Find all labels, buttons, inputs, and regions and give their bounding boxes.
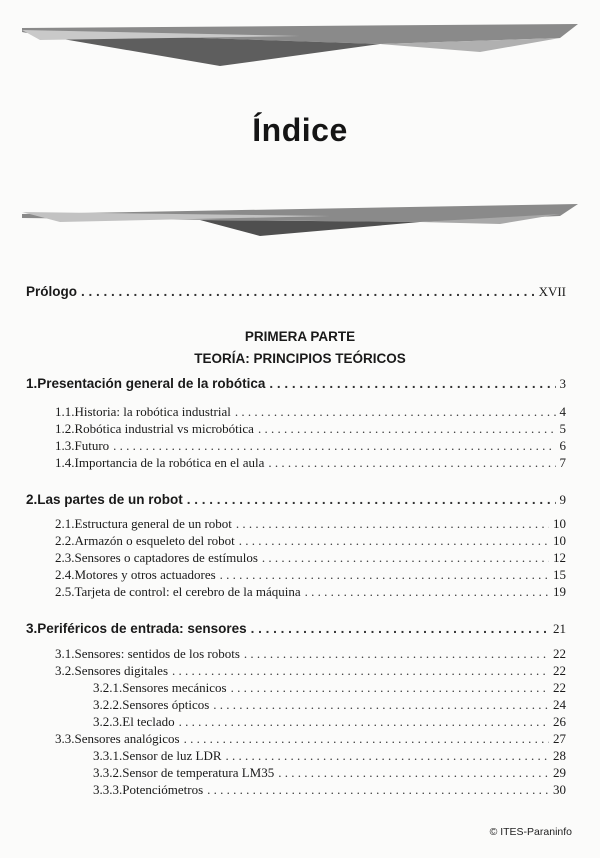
dot-leader	[258, 421, 556, 437]
dot-leader	[226, 748, 549, 764]
page-title: Índice	[252, 112, 348, 148]
section-number: 3.3.	[55, 731, 75, 746]
toc-section[interactable]	[55, 731, 566, 747]
section-page: 10	[553, 533, 566, 548]
dot-leader	[213, 697, 549, 713]
section-number: 3.3.2.	[93, 765, 123, 780]
header-decorative-band	[0, 22, 600, 70]
section-number: 2.1.	[55, 516, 75, 531]
dot-leader	[207, 782, 549, 798]
dot-leader	[268, 455, 555, 471]
dot-leader	[81, 284, 535, 299]
chapter-page: 9	[559, 492, 566, 507]
section-number: 3.3.1.	[93, 748, 123, 763]
toc-section[interactable]	[55, 455, 566, 471]
section-page: 15	[553, 567, 566, 582]
section-title: Historia: la robótica industrial	[74, 404, 231, 419]
section-number: 2.4.	[55, 567, 75, 582]
section-title: Sensor de luz LDR	[122, 748, 222, 763]
section-page: 26	[553, 714, 566, 729]
section-title: Tarjeta de control: el cerebro de la máquina	[74, 584, 301, 599]
dot-leader	[172, 663, 549, 679]
prologue-label: Prólogo	[26, 284, 77, 299]
toc-section[interactable]	[93, 697, 566, 713]
dot-leader	[220, 567, 549, 583]
section-title: Sensores ópticos	[122, 697, 210, 712]
toc-section[interactable]	[55, 516, 566, 532]
section-title: Sensores: sentidos de los robots	[74, 646, 240, 661]
toc-section[interactable]	[55, 438, 566, 454]
section-page: 19	[553, 584, 566, 599]
toc-section[interactable]	[55, 567, 566, 583]
section-page: 30	[553, 782, 566, 797]
dot-leader	[278, 765, 549, 781]
title-underline-band	[0, 200, 600, 240]
section-number: 1.3.	[55, 438, 75, 453]
section-page: 5	[559, 421, 566, 436]
dot-leader	[184, 731, 549, 747]
toc-section[interactable]	[55, 421, 566, 437]
section-title: Armazón o esqueleto del robot	[74, 533, 235, 548]
dot-leader	[113, 438, 555, 454]
section-page: 4	[559, 404, 566, 419]
section-page: 29	[553, 765, 566, 780]
dot-leader	[231, 680, 549, 696]
toc-chapter[interactable]	[26, 376, 566, 392]
section-number: 3.2.1.	[93, 680, 123, 695]
dot-leader	[305, 584, 549, 600]
toc-section[interactable]	[55, 663, 566, 679]
section-page: 27	[553, 731, 566, 746]
section-title: Motores y otros actuadores	[74, 567, 216, 582]
section-title: Sensores analógicos	[74, 731, 180, 746]
section-number: 2.5.	[55, 584, 75, 599]
chapter-page: 3	[559, 376, 566, 391]
toc-section[interactable]	[93, 765, 566, 781]
toc-section[interactable]	[55, 533, 566, 549]
section-page: 10	[553, 516, 566, 531]
section-title: Importancia de la robótica en el aula	[74, 455, 265, 470]
toc-chapter[interactable]	[26, 492, 566, 508]
section-number: 3.3.3.	[93, 782, 123, 797]
section-number: 1.1.	[55, 404, 75, 419]
section-number: 3.2.2.	[93, 697, 123, 712]
prologue-page: XVII	[538, 284, 566, 299]
chapter-title: Las partes de un robot	[37, 492, 183, 507]
dot-leader	[187, 492, 556, 507]
section-title: Sensores mecánicos	[122, 680, 227, 695]
toc-section[interactable]	[93, 714, 566, 730]
chapter-number: 2.	[26, 492, 38, 507]
section-number: 1.2.	[55, 421, 75, 436]
section-number: 2.2.	[55, 533, 75, 548]
section-page: 24	[553, 697, 566, 712]
section-page: 28	[553, 748, 566, 763]
dot-leader	[251, 621, 549, 636]
section-title: Sensor de temperatura LM35	[122, 765, 275, 780]
dot-leader	[179, 714, 549, 730]
toc-prologue[interactable]	[26, 284, 566, 300]
section-title: Futuro	[74, 438, 110, 453]
toc-section[interactable]	[55, 584, 566, 600]
toc-chapter[interactable]	[26, 621, 566, 637]
toc-section[interactable]	[55, 646, 566, 662]
section-page: 22	[553, 680, 566, 695]
part-label: PRIMERA PARTE	[244, 329, 356, 344]
dot-leader	[236, 516, 549, 532]
dot-leader	[244, 646, 549, 662]
chapter-title: Periféricos de entrada: sensores	[37, 621, 247, 636]
toc-section[interactable]	[93, 680, 566, 696]
toc-section[interactable]	[93, 748, 566, 764]
section-page: 22	[553, 663, 566, 678]
section-title: El teclado	[122, 714, 175, 729]
dot-leader	[262, 550, 549, 566]
section-page: 22	[553, 646, 566, 661]
toc-section[interactable]	[55, 550, 566, 566]
section-title: Sensores o captadores de estímulos	[74, 550, 258, 565]
chapter-number: 3.	[26, 621, 38, 636]
toc-section[interactable]	[55, 404, 566, 420]
section-title: Sensores digitales	[74, 663, 169, 678]
chapter-title: Presentación general de la robótica	[37, 376, 266, 391]
section-page: 6	[559, 438, 566, 453]
chapter-page: 21	[553, 621, 566, 636]
footer-publisher: © ITES-Paraninfo	[489, 826, 572, 838]
dot-leader	[235, 404, 556, 420]
chapter-number: 1.	[26, 376, 38, 391]
dot-leader	[239, 533, 549, 549]
toc-section[interactable]	[93, 782, 566, 798]
dot-leader	[269, 376, 555, 391]
section-number: 2.3.	[55, 550, 75, 565]
section-title: Estructura general de un robot	[74, 516, 232, 531]
section-number: 3.2.	[55, 663, 75, 678]
part-subtitle: TEORÍA: PRINCIPIOS TEÓRICOS	[194, 351, 406, 366]
section-title: Robótica industrial vs microbótica	[74, 421, 254, 436]
section-number: 3.2.3.	[93, 714, 123, 729]
section-page: 12	[553, 550, 566, 565]
section-title: Potenciómetros	[122, 782, 204, 797]
section-page: 7	[559, 455, 566, 470]
section-number: 1.4.	[55, 455, 75, 470]
section-number: 3.1.	[55, 646, 75, 661]
